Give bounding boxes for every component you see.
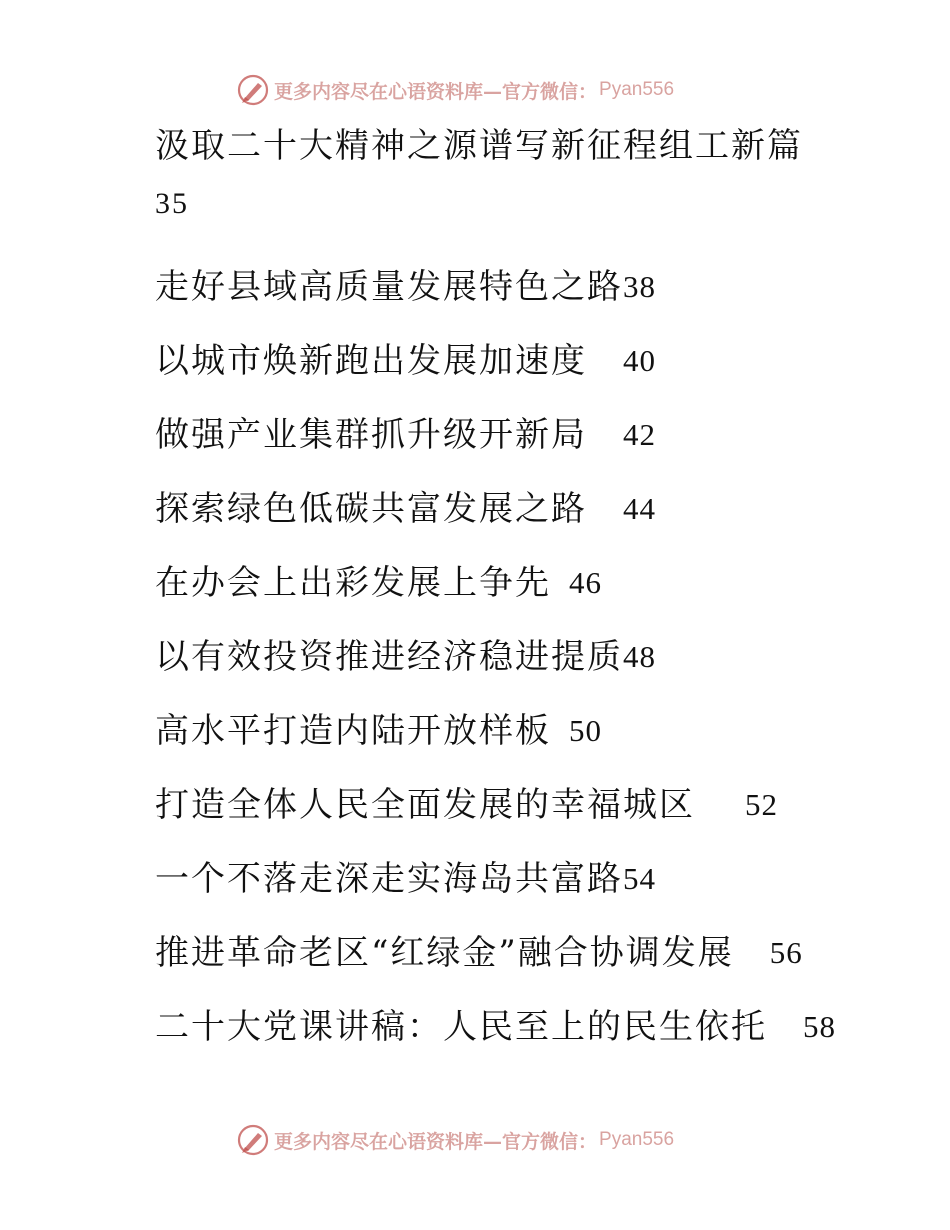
toc-entry-title: 做强产业集群抓升级开新局	[155, 415, 587, 455]
toc-entry-title: 汲取二十大精神之源谱写新征程组工新篇	[155, 126, 803, 166]
toc-entry-page: 58	[803, 1009, 836, 1044]
toc-entry	[155, 990, 915, 1064]
toc-entry	[155, 472, 915, 546]
toc-entry-page: 48	[623, 639, 656, 674]
toc-entry-page: 35	[155, 187, 189, 220]
watermark-wechat-id: Pyan556	[599, 79, 675, 100]
toc-entry-page: 40	[623, 343, 656, 378]
toc-entry	[155, 842, 915, 916]
pen-logo-icon	[236, 1123, 270, 1157]
toc-entry-page: 38	[623, 269, 656, 304]
toc-entry-page: 42	[623, 417, 656, 452]
toc-entry-page: 44	[623, 491, 656, 526]
toc-entry	[155, 694, 915, 768]
toc-entry-title: 走好县域高质量发展特色之路	[155, 267, 623, 307]
toc-entry	[155, 324, 915, 398]
toc-entry-title: 打造全体人民全面发展的幸福城区	[155, 785, 695, 825]
toc-entry-page: 54	[623, 861, 656, 896]
toc-entry-page: 50	[569, 713, 602, 748]
watermark-text: 更多内容尽在心语资料库—官方微信：	[274, 80, 598, 103]
toc-entry-page: 52	[745, 787, 778, 822]
toc-entry-title: 高水平打造内陆开放样板	[155, 711, 551, 751]
watermark-wechat-id: Pyan556	[599, 1129, 675, 1150]
toc-entry	[155, 620, 915, 694]
toc-entry-title: 一个不落走深走实海岛共富路	[155, 859, 623, 899]
toc-entry-title: 以城市焕新跑出发展加速度	[155, 341, 587, 381]
toc-entry-page: 56	[769, 935, 803, 970]
toc-entry	[155, 768, 915, 842]
toc-entry	[155, 546, 915, 620]
toc-entry	[155, 916, 915, 990]
toc-entry-title: 探索绿色低碳共富发展之路	[155, 489, 587, 529]
footer-watermark	[236, 1122, 674, 1158]
toc-entry	[155, 250, 915, 324]
watermark-text: 更多内容尽在心语资料库—官方微信：	[274, 1130, 598, 1153]
pen-logo-icon	[236, 73, 270, 107]
toc-entry-title: 推进革命老区“红绿金”融合协调发展	[155, 933, 734, 973]
toc-entry	[155, 398, 915, 472]
header-watermark	[236, 72, 674, 108]
table-of-contents	[155, 118, 915, 1064]
toc-entry-page: 46	[569, 565, 602, 600]
toc-entry-title: 以有效投资推进经济稳进提质	[155, 637, 623, 677]
toc-entry-title: 在办会上出彩发展上争先	[155, 563, 551, 603]
toc-entry-title: 二十大党课讲稿：人民至上的民生依托	[155, 1007, 767, 1047]
